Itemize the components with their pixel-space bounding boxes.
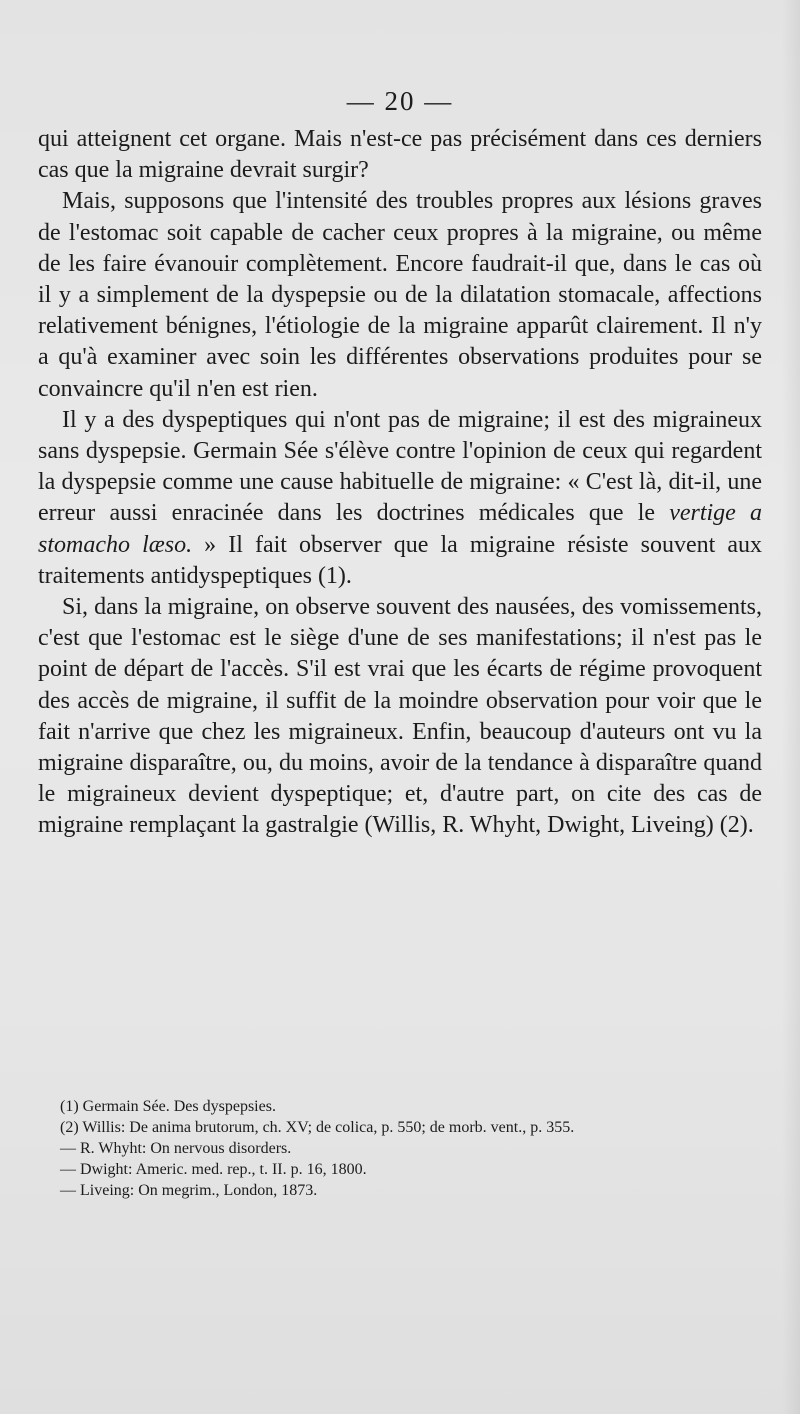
footnote-2-dwight: — Dwight: Americ. med. rep., t. II. p. 16, 1800.	[60, 1161, 367, 1178]
page-number: — 20 —	[346, 86, 454, 116]
footnote-2-liveing: — Liveing: On megrim., London, 1873.	[60, 1182, 318, 1199]
footnote-2: (2) Willis: De anima brutorum, ch. XV; de colica, p. 550; de morb. vent., p. 355.	[60, 1119, 575, 1136]
paragraph-3-end: » Il fait observer que la migraine résiste souvent aux traitements antidyspeptiques (1).	[38, 531, 763, 589]
paragraph-2: Mais, supposons que l'intensité des troubles propres aux lésions graves de l'estomac soit capable de cacher ceux propres à la migraine, ou même de les faire évanouir complètement. Encore faudrait-il que, dans le cas où il y a simplement de la dyspepsie ou de la dilatation stomacale, affections relativement bénignes, l'étiologie de la migraine apparût clairement. Il n'y a qu'à examiner avec soin les différentes observations produites pour se convaincre qu'il n'en est rien.	[38, 188, 762, 402]
paragraph-4: Si, dans la migraine, on observe souvent des nausées, des vomissements, c'est que l'estomac est le siège d'une de ses manifestations; il n'est pas le point de départ de l'accès. S'il est vrai que les écarts de régime provoquent des accès de migraine, il suffit de la moindre observation pour voir que le fait n'arrive que chez les migraineux. Enfin, beaucoup d'auteurs ont vu la migraine disparaître, ou, du moins, avoir de la tendance à disparaître quand le migraineux devient dyspeptique; et, d'autre part, on cite des cas de migraine remplaçant la gastralgie (Willis, R. Whyht, Dwight, Liveing) (2).	[38, 594, 762, 839]
body-text	[38, 124, 762, 842]
paragraph-1: qui atteignent cet organe. Mais n'est-ce pas précisément dans ces derniers cas que la migraine devrait surgir?	[38, 126, 762, 184]
footnote-1: (1) Germain Sée. Des dyspepsies.	[60, 1098, 276, 1115]
paragraph-3-text: Il y a des dyspeptiques qui n'ont pas de migraine; il est des migraineux sans dyspepsie. Germain Sée s'élève contre l'opinion de ceux qui regardent la dyspepsie comme une cause habituelle de migraine: « C'est là, dit-il, une erreur aussi enracinée dans les doctrines médicales que le	[38, 406, 762, 527]
footnotes	[60, 1096, 760, 1201]
latin-quote: vertige a stomacho læso.	[38, 500, 762, 558]
footnote-2-whyht: — R. Whyht: On nervous disorders.	[60, 1140, 292, 1157]
paragraph-3	[38, 405, 762, 592]
